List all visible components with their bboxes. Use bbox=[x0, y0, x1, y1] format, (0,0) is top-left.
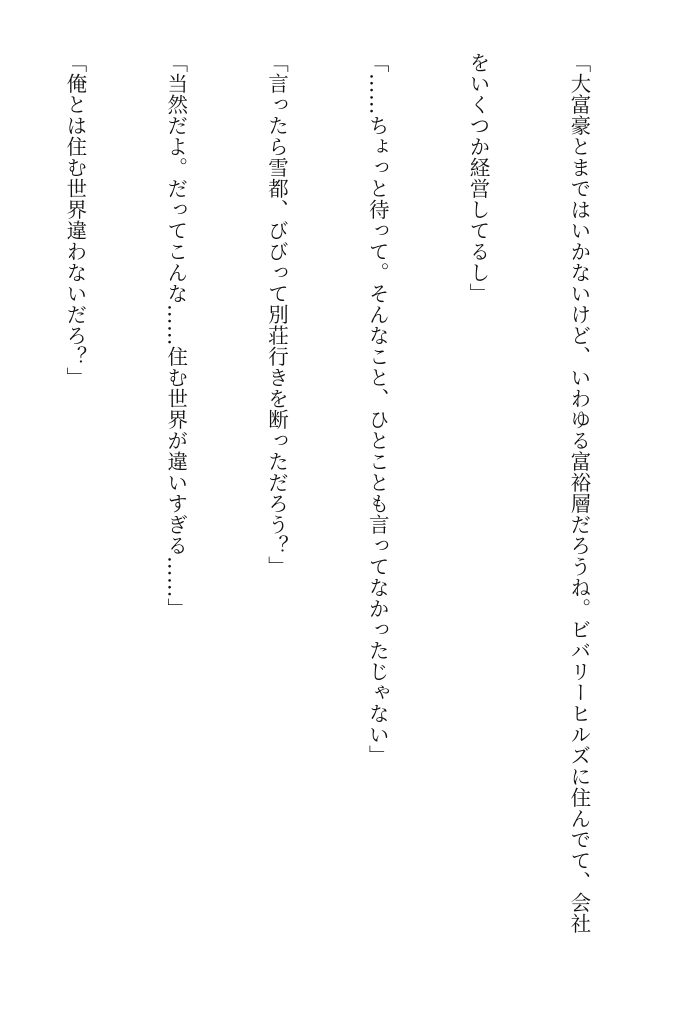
text-line: 「当然だよ。だってこんな……住む世界が違いすぎる……」 bbox=[163, 52, 188, 619]
vertical-text-body bbox=[0, 52, 662, 982]
text-line: 「言ったら雪都、びびって別荘行きを断っただろう？」 bbox=[264, 52, 289, 577]
text-line: をいくつか経営してるし」 bbox=[466, 52, 491, 304]
text-line: 「大富豪とまではいかないけど、いわゆる富裕層だろうね。ビバリーヒルズに住んでて、会社 bbox=[566, 52, 591, 934]
text-line: 「俺とは住む世界違わないだろ？」 bbox=[62, 52, 87, 388]
text-line: 「……ちょっと待って。そんなこと、ひとことも言ってなかったじゃない」 bbox=[365, 52, 390, 766]
